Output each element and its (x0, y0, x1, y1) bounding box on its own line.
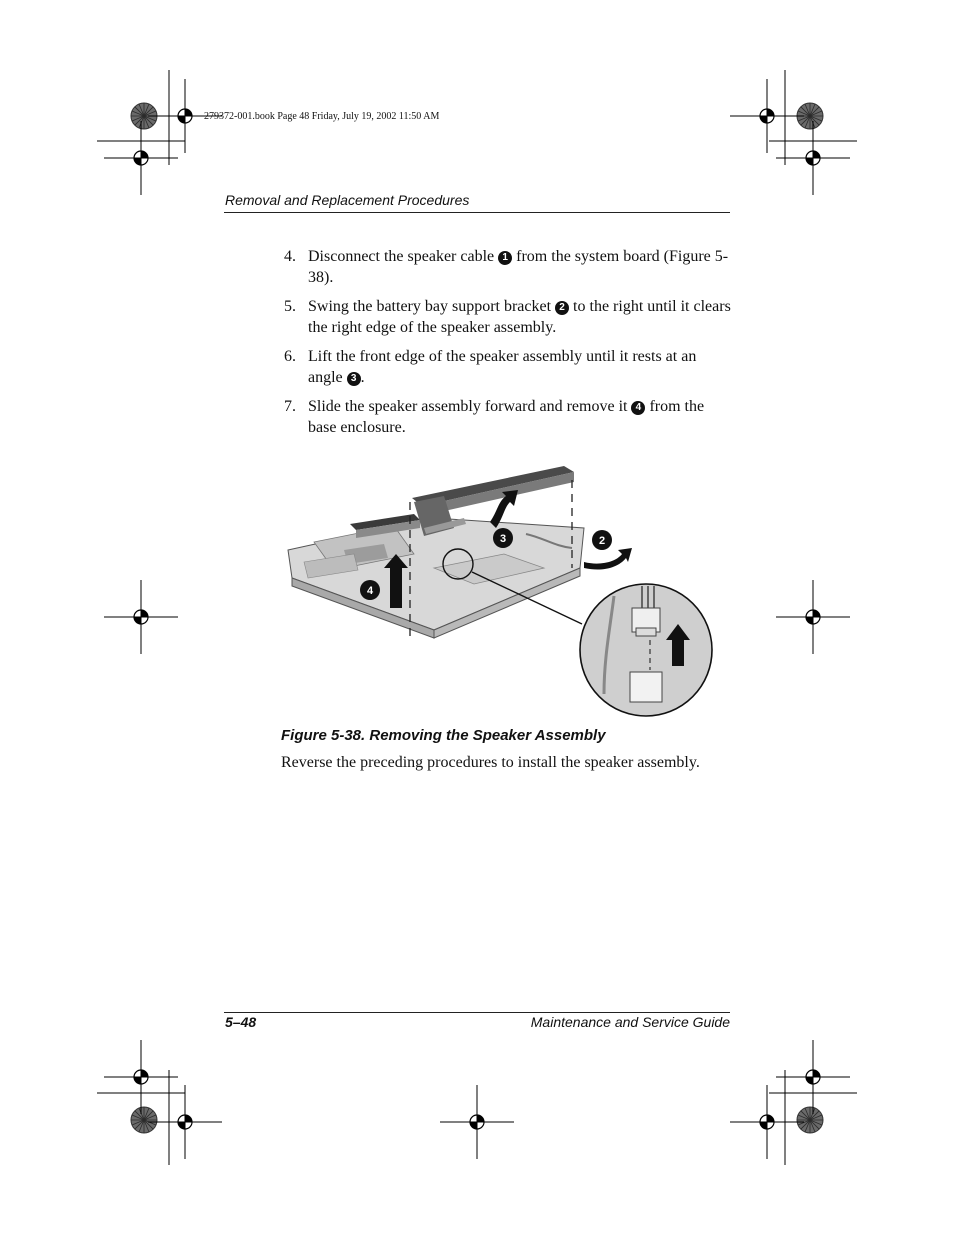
step-item (284, 346, 734, 388)
step-text: Lift the front edge of the speaker assembly until it rests at an angle 3 . (308, 348, 697, 386)
page-number: 5–48 (225, 1014, 257, 1030)
figure-caption: Figure 5-38. Removing the Speaker Assembly (281, 727, 606, 744)
callout-number: 1 (498, 251, 512, 265)
arrow-swing-right (584, 548, 632, 570)
procedure-steps (284, 246, 734, 446)
step-text: Disconnect the speaker cable 1 from the system board (Figure 5-38). (308, 248, 729, 286)
print-slug-line: 279372-001.book Page 48 Friday, July 19, 2002 11:50 AM (204, 111, 440, 122)
step-number: 6. (284, 348, 296, 365)
base-enclosure (288, 518, 584, 638)
callout-3: 3 (499, 533, 507, 545)
step-item (284, 246, 734, 288)
callout-number: 2 (555, 301, 569, 315)
speaker-removal-illustration (284, 458, 730, 720)
guide-title: Maintenance and Service Guide (530, 1014, 730, 1030)
callout-2: 2 (598, 535, 606, 547)
callout-number: 3 (347, 372, 361, 386)
callout-number: 4 (631, 401, 645, 415)
footer-rule (224, 1012, 730, 1013)
closing-instruction: Reverse the preceding procedures to install the speaker assembly. (281, 754, 700, 771)
callout-4: 4 (366, 585, 374, 597)
step-number: 5. (284, 298, 296, 315)
step-text: Swing the battery bay support bracket 2 to the right until it clears the right edge of the speaker assembly. (308, 298, 731, 336)
running-header: Removal and Replacement Procedures (225, 192, 470, 208)
step-item (284, 396, 734, 438)
step-item (284, 296, 734, 338)
step-number: 7. (284, 398, 296, 415)
step-number: 4. (284, 248, 296, 265)
step-text: Slide the speaker assembly forward and remove it 4 from the base enclosure. (308, 398, 705, 436)
header-rule (224, 212, 730, 213)
